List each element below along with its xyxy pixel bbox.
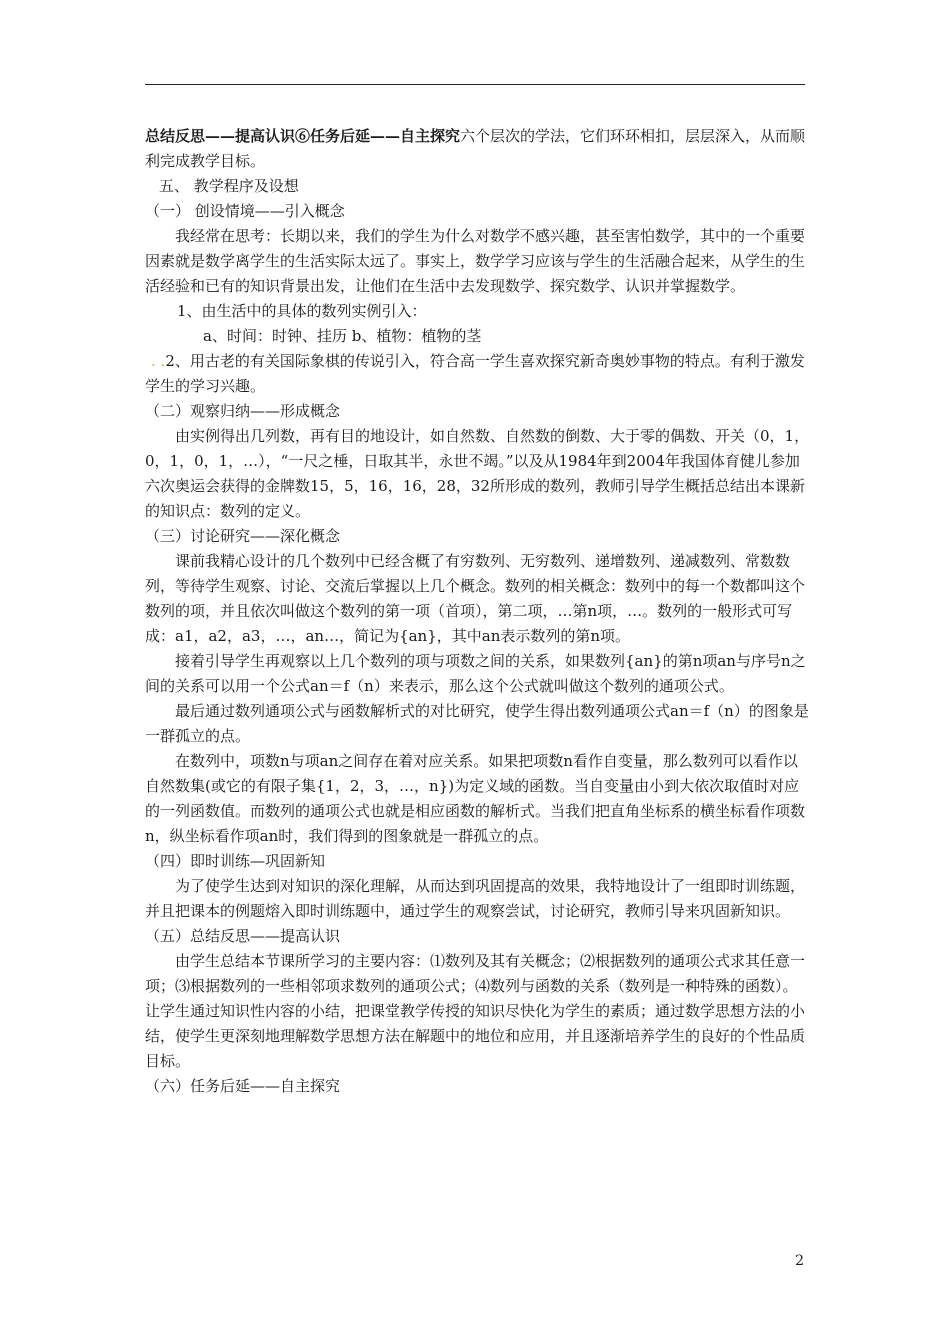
list-item-1a: a、时间：时钟、挂历 b、植物：植物的茎 — [203, 327, 482, 345]
subsection-5-heading: （五）总结反思——提高认识 — [145, 927, 341, 945]
bold-phrase: 总结反思——提高认识⑥任务后延——自主探究 — [145, 127, 461, 145]
subsection-6-heading: （六）任务后延——自主探究 — [145, 1077, 341, 1095]
paragraph-8: 由学生总结本节课所学习的主要内容：⑴数列及其有关概念；⑵根据数列的通项公式求其任意一项；⑶根据数列的一些相邻项求数列的通项公式；⑷数列与函数的关系（数列是一种特殊的函数）。让学生通过知识性内容的小结，把课堂教学传授的知识尽快化为学生的素质；通过数学思想方法的小结，使学生更深刻地理解数学思想方法在解题中的地位和应用，并且逐渐培养学生的良好的个性品质目标。 — [145, 952, 806, 1070]
intro-paragraph — [145, 124, 810, 174]
subsection-3-heading: （三）讨论研究——深化概念 — [145, 527, 341, 545]
subsection-2-heading: （二）观察归纳——形成概念 — [145, 402, 341, 420]
paragraph-3: 课前我精心设计的几个数列中已经含概了有穷数列、无穷数列、递增数列、递减数列、常数数列，等待学生观察、讨论、交流后掌握以上几个概念。数列的相关概念：数列中的每一个数都叫这个数列的项，并且依次叫做这个数列的第一项（首项），第二项，…第n项，…。数列的一般形式可写成：a1，a2，a3，…，an…，简记为{an}，其中an表示数列的第n项。 — [145, 552, 806, 645]
paragraph-1: 我经常在思考：长期以来，我们的学生为什么对数学不感兴趣，甚至害怕数学，其中的一个重要因素就是数学离学生的生活实际太远了。事实上，数学学习应该与学生的生活融合起来，从学生的生活经验和已有的知识背景出发，让他们在生活中去发现数学、探究数学、认识并掌握数学。 — [145, 227, 806, 295]
intro-rest: 六个层次的学法，它们环环相扣，层层深入，从而顺利完成教学目标。 — [145, 127, 806, 170]
subsection-1-heading: （一） 创设情境——引入概念 — [145, 202, 345, 220]
paragraph-2: 由实例得出几列数，再有目的地设计，如自然数、自然数的倒数、大于零的偶数、开关（0，1，0，1，0，1，…），“一尺之棰，日取其半，永世不竭。”以及从1984年到2004年我国体育健儿参加六次奥运会获得的金牌数15，5，16，16，28，32所形成的数列，教师引导学生概括总结出本课新的知识点：数列的定义。 — [145, 427, 810, 520]
document-body — [145, 124, 810, 1099]
list-item-1: 1、由生活中的具体的数列实例引入： — [177, 302, 427, 320]
paragraph-6: 在数列中，项数n与项an之间存在着对应关系。如果把项数n看作自变量，那么数列可以看作以自然数集(或它的有限子集{1，2，3，…，n})为定义域的函数。当自变量由小到大依次取值时对应的一列函数值。而数列的通项公式也就是相应函数的解析式。当我们把直角坐标系的横坐标看作项数n，纵坐标看作项an时，我们得到的图象就是一群孤立的点。 — [145, 752, 806, 845]
paragraph-4: 接着引导学生再观察以上几个数列的项与项数之间的关系，如果数列{an}的第n项an与序号n之间的关系可以用一个公式an＝f（n）来表示，那么这个公式就叫做这个数列的通项公式。 — [145, 652, 806, 695]
list-item-2-text: 2、用古老的有关国际象棋的传说引入，符合高一学生喜欢探究新奇奥妙事物的特点。有利于激发学生的学习兴趣。 — [145, 352, 805, 395]
list-item-2 — [145, 349, 810, 399]
page-number: 2 — [795, 1253, 804, 1269]
paragraph-7: 为了使学生达到对知识的深化理解，从而达到巩固提高的效果，我特地设计了一组即时训练题，并且把课本的例题熔入即时训练题中，通过学生的观察尝试，讨论研究，教师引导来巩固新知识。 — [145, 877, 806, 920]
section-heading-5: 五、 教学程序及设想 — [159, 177, 299, 195]
dot-marks: . . — [151, 352, 166, 370]
header-rule — [145, 84, 805, 85]
paragraph-5: 最后通过数列通项公式与函数解析式的对比研究，使学生得出数列通项公式an＝f（n）的图象是一群孤立的点。 — [145, 702, 809, 745]
subsection-4-heading: （四）即时训练—巩固新知 — [145, 852, 326, 870]
